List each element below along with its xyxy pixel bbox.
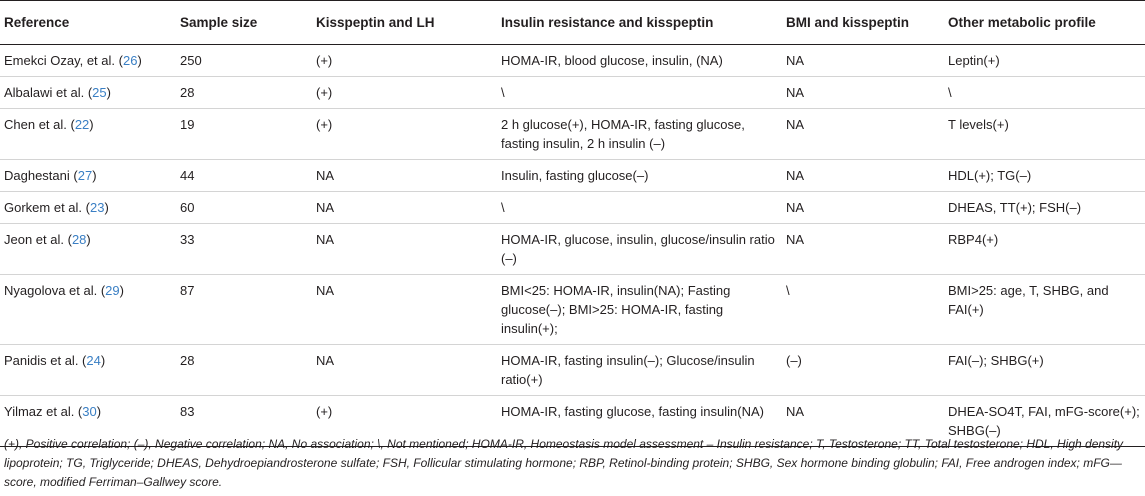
cell-insulin-resistance: BMI<25: HOMA-IR, insulin(NA); Fasting glucose(–); BMI>25: HOMA-IR, fasting insulin(+);	[501, 283, 731, 336]
ref-link[interactable]: 29	[105, 283, 120, 298]
ref-link[interactable]: 25	[92, 85, 107, 100]
cell-insulin-resistance: HOMA-IR, fasting glucose, fasting insulin(NA)	[501, 404, 764, 419]
ref-close: )	[104, 200, 109, 215]
cell-bmi: NA	[786, 53, 805, 68]
cell-kisspeptin-lh: NA	[316, 353, 335, 368]
table-row	[0, 45, 1145, 77]
cell-sample-size: 44	[180, 168, 195, 183]
cell-insulin-resistance: \	[501, 85, 505, 100]
cell-sample-size: 28	[180, 85, 195, 100]
cell-sample-size: 33	[180, 232, 195, 247]
ref-close: )	[119, 283, 124, 298]
header-reference: Reference	[0, 1, 176, 45]
ref-name: Daghestani (	[4, 168, 78, 183]
ref-link[interactable]: 27	[77, 168, 93, 183]
table-row	[0, 192, 1145, 224]
cell-bmi: NA	[786, 168, 805, 183]
header-insulin-resistance: Insulin resistance and kisspeptin	[497, 1, 782, 45]
cell-insulin-resistance: HOMA-IR, blood glucose, insulin, (NA)	[501, 53, 723, 68]
cell-bmi: NA	[786, 200, 805, 215]
ref-close: )	[89, 117, 94, 132]
cell-reference	[0, 109, 176, 160]
header-kisspeptin-lh: Kisspeptin and LH	[312, 1, 497, 45]
ref-name: Emekci Ozay, et al. (	[4, 53, 123, 68]
ref-close: )	[137, 53, 142, 68]
header-row	[0, 1, 1145, 45]
table-row	[0, 224, 1145, 275]
ref-link[interactable]: 30	[82, 404, 97, 419]
table-row	[0, 275, 1145, 345]
cell-reference	[0, 77, 176, 109]
ref-link[interactable]: 26	[122, 53, 138, 68]
ref-link[interactable]: 22	[74, 117, 90, 132]
ref-name: Panidis et al. (	[4, 353, 87, 368]
ref-close: )	[96, 404, 102, 419]
cell-insulin-resistance: Insulin, fasting glucose(–)	[501, 168, 649, 183]
header-bmi-kisspeptin: BMI and kisspeptin	[782, 1, 944, 45]
cell-bmi: NA	[786, 117, 805, 132]
cell-kisspeptin-lh: NA	[316, 283, 335, 298]
ref-name: Gorkem et al. (	[4, 200, 90, 215]
cell-reference	[0, 345, 176, 396]
table-row	[0, 109, 1145, 160]
ref-name: Chen et al. (	[4, 117, 75, 132]
ref-close: )	[92, 168, 97, 183]
ref-name: Yilmaz et al. (	[4, 404, 83, 419]
cell-other: DHEA-SO4T, FAI, mFG-score(+); SHBG(–)	[948, 404, 1140, 438]
cell-bmi: NA	[786, 232, 805, 247]
cell-sample-size: 28	[180, 353, 195, 368]
ref-name: Jeon et al. (	[4, 232, 72, 247]
ref-link[interactable]: 24	[86, 353, 101, 368]
header-other-metabolic: Other metabolic profile	[944, 1, 1145, 45]
cell-sample-size: 60	[180, 200, 195, 215]
cell-bmi: (–)	[786, 353, 802, 368]
cell-sample-size: 87	[180, 283, 195, 298]
cell-sample-size: 19	[180, 117, 195, 132]
ref-link[interactable]: 28	[71, 232, 87, 247]
cell-other: Leptin(+)	[948, 53, 1000, 68]
cell-kisspeptin-lh: (+)	[316, 85, 333, 100]
cell-insulin-resistance: HOMA-IR, glucose, insulin, glucose/insulin ratio (–)	[501, 232, 775, 266]
table-row	[0, 345, 1145, 396]
cell-kisspeptin-lh: (+)	[316, 404, 333, 419]
cell-other: T levels(+)	[948, 117, 1009, 132]
cell-kisspeptin-lh: NA	[316, 200, 335, 215]
cell-kisspeptin-lh: NA	[316, 232, 335, 247]
cell-kisspeptin-lh: NA	[316, 168, 335, 183]
cell-other: RBP4(+)	[948, 232, 999, 247]
cell-bmi: \	[786, 283, 790, 298]
cell-reference	[0, 275, 176, 345]
cell-other: \	[948, 85, 952, 100]
cell-reference	[0, 224, 176, 275]
cell-sample-size: 83	[180, 404, 195, 419]
cell-other: FAI(–); SHBG(+)	[948, 353, 1044, 368]
cell-insulin-resistance: 2 h glucose(+), HOMA-IR, fasting glucose, fasting insulin, 2 h insulin (–)	[501, 117, 745, 151]
ref-close: )	[100, 353, 106, 368]
ref-close: )	[86, 232, 91, 247]
cell-sample-size: 250	[180, 53, 202, 68]
cell-other: DHEAS, TT(+); FSH(–)	[948, 200, 1082, 215]
cell-reference	[0, 45, 176, 77]
cell-other: BMI>25: age, T, SHBG, and FAI(+)	[948, 283, 1109, 317]
ref-link[interactable]: 23	[89, 200, 105, 215]
cell-bmi: NA	[786, 85, 805, 100]
cell-insulin-resistance: HOMA-IR, fasting insulin(–); Glucose/insulin ratio(+)	[501, 353, 755, 387]
table-row	[0, 77, 1145, 109]
header-sample-size: Sample size	[176, 1, 312, 45]
table-footnote: (+), Positive correlation; (–), Negative correlation; NA, No association; \, Not mentioned; HOMA-IR, Homeostasis model assessment – Insulin resistance; T, Testosterone; TT, Total testosterone; HDL, High density lipoprotein; TG, Triglyceride; DHEAS, Dehydroepiandrosterone sulfate; FSH, Follicular stimulating hormone; RBP, Retinol-binding protein; SHBG, Sex hormone binding globulin; FAI, Free androgen index; mFG—score, modified Ferriman–Gallwey score.	[4, 437, 1124, 489]
table-row	[0, 160, 1145, 192]
cell-reference	[0, 192, 176, 224]
cell-bmi: NA	[786, 404, 805, 419]
cell-other: HDL(+); TG(–)	[948, 168, 1032, 183]
cell-kisspeptin-lh: (+)	[316, 117, 333, 132]
ref-name: Nyagolova et al. (	[4, 283, 106, 298]
ref-name: Albalawi et al. (	[4, 85, 93, 100]
cell-kisspeptin-lh: (+)	[316, 53, 333, 68]
cell-reference	[0, 160, 176, 192]
ref-close: )	[106, 85, 111, 100]
cell-insulin-resistance: \	[501, 200, 505, 215]
